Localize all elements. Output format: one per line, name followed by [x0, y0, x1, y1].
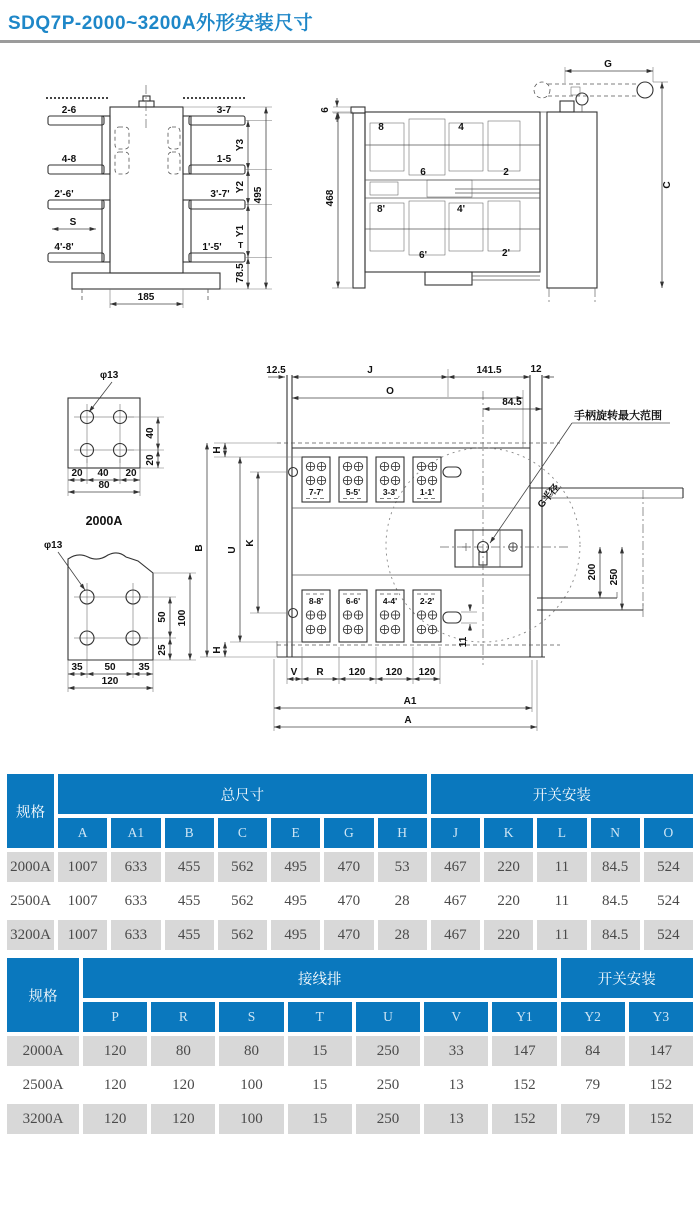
- dim-35b: 35: [138, 662, 150, 673]
- value-cell: 467: [431, 886, 480, 916]
- dim-12: 12: [530, 364, 542, 375]
- dim-h-top: H: [212, 446, 223, 454]
- terminal-block-2-2: [413, 590, 441, 642]
- spec-cell: 3200A: [7, 920, 54, 950]
- page-title: SDQ7P-2000~3200A外形安装尺寸: [8, 13, 314, 34]
- dim-20a: 20: [71, 468, 83, 479]
- col-header-o: O: [644, 818, 693, 848]
- table-row: [7, 1036, 693, 1066]
- col-header-t: T: [288, 1002, 352, 1032]
- value-cell: 120: [83, 1070, 147, 1100]
- value-cell: 152: [629, 1104, 693, 1134]
- value-cell: 120: [151, 1070, 215, 1100]
- label-1p-5p: 1'-5': [202, 242, 222, 253]
- dim-120a: 120: [348, 667, 366, 678]
- value-cell: 250: [356, 1104, 420, 1134]
- col-header-r: R: [151, 1002, 215, 1032]
- col-header-p: P: [83, 1002, 147, 1032]
- table-row: [7, 1070, 693, 1100]
- terminal-label: 3-3': [382, 487, 398, 497]
- value-cell: 84.5: [591, 886, 640, 916]
- value-cell: 455: [165, 920, 214, 950]
- value-cell: 33: [424, 1036, 488, 1066]
- col-header-g: G: [324, 818, 373, 848]
- value-cell: 220: [484, 920, 533, 950]
- technical-drawings: [0, 43, 700, 770]
- value-cell: 120: [83, 1104, 147, 1134]
- value-cell: 633: [111, 852, 160, 882]
- value-cell: 15: [288, 1104, 352, 1134]
- label-3-7: 3-7: [216, 105, 232, 116]
- value-cell: 11: [537, 920, 586, 950]
- value-cell: 13: [424, 1104, 488, 1134]
- label-2p: 2': [502, 248, 510, 259]
- value-cell: 120: [151, 1104, 215, 1134]
- drawings-svg: [0, 43, 700, 770]
- dim-h-bot: H: [212, 646, 223, 654]
- value-cell: 152: [492, 1104, 556, 1134]
- label-6p: 6': [419, 250, 427, 261]
- terminal-label: 4-4': [382, 596, 398, 606]
- col-header-b: B: [165, 818, 214, 848]
- value-cell: 562: [218, 920, 267, 950]
- value-cell: 455: [165, 886, 214, 916]
- terminal-label: 5-5': [345, 487, 361, 497]
- terminal-label: 8-8': [308, 596, 324, 606]
- value-cell: 84.5: [591, 920, 640, 950]
- side-view-drawing: [46, 85, 272, 308]
- terminal-block-7-7: [302, 457, 330, 502]
- dim-35a: 35: [71, 662, 83, 673]
- col-header-y2: Y2: [561, 1002, 625, 1032]
- dim-r: R: [316, 667, 324, 678]
- value-cell: 100: [219, 1104, 283, 1134]
- dim-j: J: [367, 365, 373, 376]
- label-4p: 4': [457, 204, 465, 215]
- value-cell: 495: [271, 920, 320, 950]
- spec-cell: 2000A: [7, 852, 54, 882]
- label-8p: 8': [377, 204, 385, 215]
- value-cell: 562: [218, 852, 267, 882]
- dim-80: 80: [98, 480, 110, 491]
- value-cell: 80: [151, 1036, 215, 1066]
- dim-s: S: [69, 217, 77, 228]
- value-cell: 524: [644, 852, 693, 882]
- value-cell: 28: [378, 920, 427, 950]
- group-header-switch-install: 开关安装: [561, 958, 693, 998]
- dim-y3: Y3: [235, 138, 246, 152]
- spec-cell: 2000A: [7, 1036, 79, 1066]
- dim-78-5: 78.5: [235, 263, 246, 283]
- dim-250: 250: [609, 568, 620, 586]
- value-cell: 470: [324, 852, 373, 882]
- label-4: 4: [458, 122, 464, 133]
- dim-20: 20: [145, 454, 156, 466]
- col-header-k: K: [484, 818, 533, 848]
- group-header-overall-dims: 总尺寸: [58, 774, 427, 814]
- col-header-l: L: [537, 818, 586, 848]
- col-header-n: N: [591, 818, 640, 848]
- hole-dia-label: φ13: [100, 370, 119, 381]
- value-cell: 467: [431, 852, 480, 882]
- terminal-label: 7-7': [308, 487, 324, 497]
- plate-large-drawing: [44, 540, 196, 692]
- value-cell: 495: [271, 886, 320, 916]
- dim-20b: 20: [125, 468, 137, 479]
- label-2p-6p: 2'-6': [54, 189, 74, 200]
- value-cell: 470: [324, 920, 373, 950]
- value-cell: 152: [629, 1070, 693, 1100]
- dim-a1: A1: [403, 696, 417, 707]
- table-row: [7, 886, 693, 916]
- main-view-drawing: [194, 364, 683, 731]
- value-cell: 250: [356, 1070, 420, 1100]
- value-cell: 250: [356, 1036, 420, 1066]
- value-cell: 11: [537, 852, 586, 882]
- value-cell: 147: [629, 1036, 693, 1066]
- col-header-c: C: [218, 818, 267, 848]
- value-cell: 79: [561, 1070, 625, 1100]
- value-cell: 495: [271, 852, 320, 882]
- dim-c: C: [662, 181, 673, 189]
- dim-84-5: 84.5: [502, 397, 522, 408]
- label-4p-8p: 4'-8': [54, 242, 74, 253]
- value-cell: 15: [288, 1036, 352, 1066]
- terminal-block-6-6: [339, 590, 367, 642]
- col-header-j: J: [431, 818, 480, 848]
- value-cell: 524: [644, 920, 693, 950]
- dim-y1: Y1: [235, 224, 246, 238]
- terminal-label: 1-1': [419, 487, 435, 497]
- hole-dia-label-2: φ13: [44, 540, 63, 551]
- spec-header: 规格: [7, 774, 54, 848]
- value-cell: 152: [492, 1070, 556, 1100]
- value-cell: 84.5: [591, 852, 640, 882]
- value-cell: 100: [219, 1070, 283, 1100]
- dim-120b: 120: [385, 667, 403, 678]
- dim-v: V: [290, 667, 298, 678]
- value-cell: 633: [111, 886, 160, 916]
- value-cell: 633: [111, 920, 160, 950]
- spec-cell: 3200A: [7, 1104, 79, 1134]
- col-header-s: S: [219, 1002, 283, 1032]
- value-cell: 467: [431, 920, 480, 950]
- g-radius-label: G半径: [535, 482, 563, 511]
- label-6: 6: [420, 167, 426, 178]
- dim-50b: 50: [104, 662, 116, 673]
- table-row: [7, 852, 693, 882]
- terminal-block-4-4: [376, 590, 404, 642]
- col-header-y1: Y1: [492, 1002, 556, 1032]
- dim-120: 120: [101, 676, 119, 687]
- spec-header: 规格: [7, 958, 79, 1032]
- busbar-dimensions-table: [3, 954, 697, 1138]
- value-cell: 562: [218, 886, 267, 916]
- dim-12-5: 12.5: [266, 365, 286, 376]
- dim-120c: 120: [418, 667, 436, 678]
- terminal-block-8-8: [302, 590, 330, 642]
- value-cell: 79: [561, 1104, 625, 1134]
- col-header-u: U: [356, 1002, 420, 1032]
- table-row: [7, 920, 693, 950]
- col-header-a1: A1: [111, 818, 160, 848]
- spec-cell: 2500A: [7, 1070, 79, 1100]
- value-cell: 84: [561, 1036, 625, 1066]
- col-header-e: E: [271, 818, 320, 848]
- dim-g: G: [604, 59, 612, 70]
- terminal-label: 2-2': [419, 596, 435, 606]
- value-cell: 120: [83, 1036, 147, 1066]
- dim-468: 468: [325, 189, 336, 207]
- value-cell: 28: [378, 886, 427, 916]
- dim-11: 11: [458, 636, 469, 648]
- rear-view-drawing: [320, 59, 673, 302]
- dim-25: 25: [157, 644, 168, 656]
- value-cell: 53: [378, 852, 427, 882]
- label-2-6: 2-6: [61, 105, 77, 116]
- label-4-8: 4-8: [61, 154, 77, 165]
- dim-495: 495: [253, 186, 264, 204]
- col-header-a: A: [58, 818, 107, 848]
- terminal-block-5-5: [339, 457, 367, 502]
- dim-b: B: [194, 544, 205, 552]
- group-header-busbar: 接线排: [83, 958, 557, 998]
- value-cell: 1007: [58, 886, 107, 916]
- col-header-y3: Y3: [629, 1002, 693, 1032]
- label-3p-7p: 3'-7': [210, 189, 230, 200]
- dim-200: 200: [587, 563, 598, 581]
- terminal-block-3-3: [376, 457, 404, 502]
- dim-k: K: [245, 539, 256, 547]
- terminal-block-1-1: [413, 457, 441, 502]
- value-cell: 1007: [58, 852, 107, 882]
- label-1-5: 1-5: [216, 154, 232, 165]
- col-header-v: V: [424, 1002, 488, 1032]
- terminal-label: 6-6': [345, 596, 361, 606]
- dim-o: O: [386, 386, 394, 397]
- dim-y2: Y2: [235, 180, 246, 194]
- col-header-h: H: [378, 818, 427, 848]
- dim-40b: 40: [97, 468, 109, 479]
- handle-assembly: [455, 530, 522, 567]
- handle-rotation-callout: 手柄旋转最大范围: [574, 410, 662, 422]
- plate-caption: 2000A: [85, 514, 123, 528]
- value-cell: 220: [484, 886, 533, 916]
- dim-50: 50: [157, 611, 168, 623]
- overall-dimensions-table: [3, 770, 697, 954]
- dim-185: 185: [137, 292, 155, 303]
- value-cell: 11: [537, 886, 586, 916]
- dim-40: 40: [145, 427, 156, 439]
- table-row: [7, 1104, 693, 1134]
- dim-100: 100: [177, 609, 188, 627]
- value-cell: 524: [644, 886, 693, 916]
- dim-a: A: [404, 715, 412, 726]
- value-cell: 147: [492, 1036, 556, 1066]
- label-8: 8: [378, 122, 384, 133]
- plate-2000a-drawing: [68, 370, 164, 528]
- dim-141-5: 141.5: [476, 365, 502, 376]
- value-cell: 455: [165, 852, 214, 882]
- dim-u: U: [227, 546, 238, 554]
- value-cell: 15: [288, 1070, 352, 1100]
- label-t: T: [238, 240, 244, 250]
- value-cell: 470: [324, 886, 373, 916]
- label-2: 2: [503, 167, 509, 178]
- value-cell: 80: [219, 1036, 283, 1066]
- dim-6: 6: [320, 107, 331, 113]
- value-cell: 1007: [58, 920, 107, 950]
- value-cell: 220: [484, 852, 533, 882]
- group-header-switch-install: 开关安装: [431, 774, 693, 814]
- value-cell: 13: [424, 1070, 488, 1100]
- spec-cell: 2500A: [7, 886, 54, 916]
